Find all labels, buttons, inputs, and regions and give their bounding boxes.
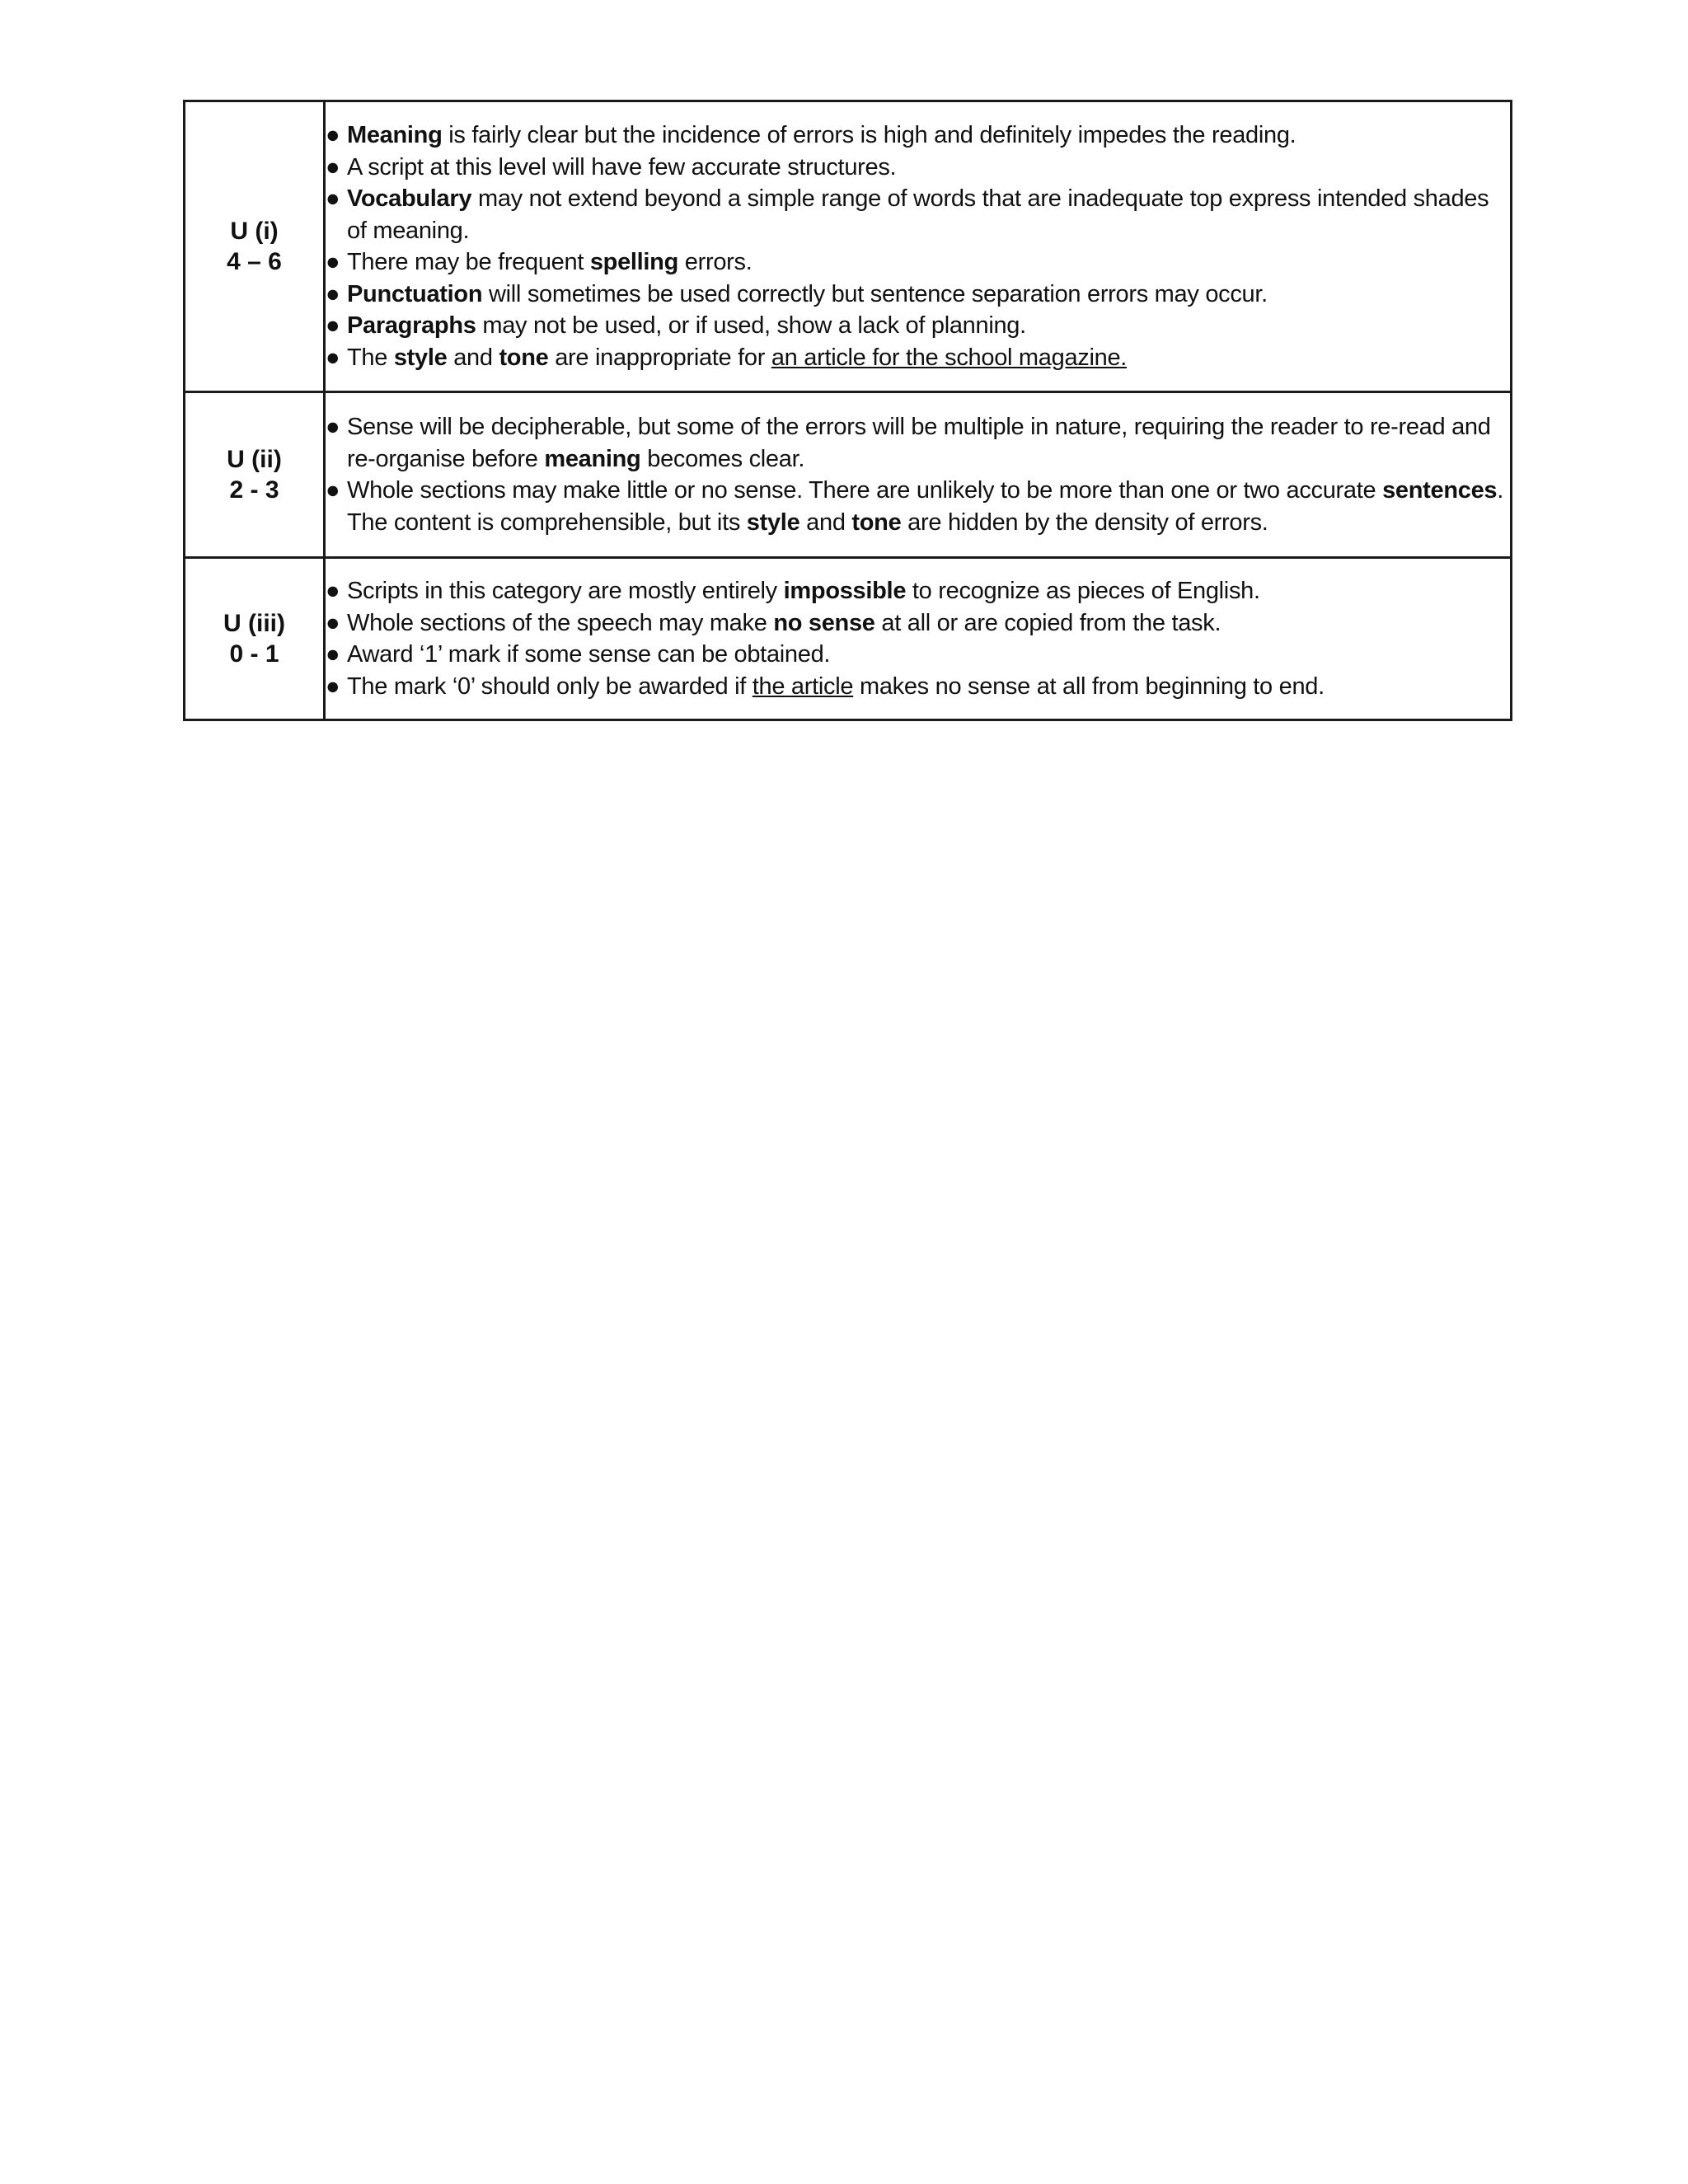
- item-text: There may be frequent: [347, 249, 590, 275]
- list-item: [326, 246, 1510, 279]
- key-term: style: [746, 509, 800, 536]
- list-item: [326, 411, 1510, 443]
- item-text: The content is comprehensible, but its: [347, 509, 747, 536]
- item-text: may not be used, or if used, show a lack of planning.: [476, 312, 1026, 339]
- bullet-icon: ●: [326, 185, 340, 212]
- bullet-icon: ●: [326, 122, 340, 148]
- item-text: .: [1497, 477, 1504, 504]
- list-item: [326, 639, 1510, 671]
- list-item: [326, 607, 1510, 640]
- band-label: U (iii): [223, 610, 285, 637]
- bullet-icon: ●: [326, 153, 340, 180]
- bullet-icon: ●: [326, 312, 340, 339]
- bullet-icon: ●: [326, 477, 340, 504]
- key-term: no sense: [773, 609, 875, 636]
- list-item: [326, 310, 1510, 342]
- band-marks: 4 – 6: [227, 248, 282, 275]
- item-text: are hidden by the density of errors.: [901, 509, 1268, 536]
- item-text: to recognize as pieces of English.: [906, 578, 1260, 604]
- item-text: at all or are copied from the task.: [874, 609, 1221, 636]
- key-term: style: [393, 344, 448, 371]
- list-item: [326, 279, 1510, 311]
- item-text: The mark ‘0’ should only be awarded if: [347, 673, 753, 700]
- descriptor-cell: [325, 558, 1512, 720]
- key-term: Punctuation: [347, 280, 483, 307]
- band-marks: 2 - 3: [229, 476, 279, 504]
- bullet-icon: ●: [326, 641, 340, 668]
- key-term: sentences: [1382, 477, 1498, 504]
- list-item-continuation: of meaning.: [347, 217, 470, 244]
- band-cell: [185, 101, 325, 392]
- bullet-icon: ●: [326, 414, 340, 440]
- item-text: Whole sections may make little or no sense. There are unlikely to be more than one or two accurate: [347, 477, 1383, 504]
- bullet-icon: ●: [326, 673, 340, 700]
- list-item-continuation: [326, 443, 1510, 476]
- band-cell: [185, 392, 325, 558]
- item-text: and: [447, 344, 499, 371]
- band-cell: [185, 558, 325, 720]
- key-term: Vocabulary: [347, 185, 472, 212]
- bullet-icon: ●: [326, 280, 340, 307]
- underlined-phrase: the article: [752, 673, 854, 700]
- bullet-icon: ●: [326, 609, 340, 636]
- list-item-continuation: [326, 507, 1510, 539]
- bullet-icon: ●: [326, 249, 340, 275]
- list-item: [326, 475, 1510, 507]
- band-label: U (i): [230, 218, 279, 245]
- table-row: [185, 558, 1512, 720]
- key-term: spelling: [589, 249, 679, 275]
- item-text: A script at this level will have few accurate structures.: [347, 153, 897, 180]
- underlined-phrase: an article for the school magazine.: [771, 344, 1128, 371]
- bullet-icon: ●: [326, 578, 340, 604]
- key-term: Paragraphs: [347, 312, 476, 339]
- descriptor-cell: [325, 101, 1512, 392]
- list-item: [326, 152, 1510, 184]
- list-item: [326, 342, 1510, 374]
- item-text: re-organise before: [347, 445, 545, 472]
- table-row: [185, 101, 1512, 392]
- item-text: Scripts in this category are mostly entirely: [347, 578, 784, 604]
- key-term: Meaning: [347, 122, 443, 148]
- item-text: are inappropriate for: [548, 344, 771, 371]
- band-marks: 0 - 1: [229, 640, 279, 668]
- key-term: meaning: [544, 445, 641, 472]
- item-text: Whole sections of the speech may make: [347, 609, 774, 636]
- item-text: will sometimes be used correctly but sentence separation errors may occur.: [482, 280, 1268, 307]
- descriptor-cell: [325, 392, 1512, 558]
- item-text: Sense will be decipherable, but some of the errors will be multiple in nature, requiring the reader to re-read and: [347, 414, 1491, 440]
- table-row: [185, 392, 1512, 558]
- marking-rubric-table: [183, 100, 1512, 721]
- item-text: becomes clear.: [640, 445, 805, 472]
- list-item: [326, 575, 1510, 607]
- list-item: [326, 183, 1510, 215]
- item-text: errors.: [678, 249, 753, 275]
- item-text: Award ‘1’ mark if some sense can be obtained.: [347, 641, 831, 668]
- band-label: U (ii): [227, 446, 282, 473]
- item-text: is fairly clear but the incidence of errors is high and definitely impedes the reading.: [442, 122, 1296, 148]
- item-text: may not extend beyond a simple range of words that are inadequate top express intended shades: [471, 185, 1489, 212]
- key-term: tone: [499, 344, 549, 371]
- list-item: [326, 671, 1510, 703]
- key-term: impossible: [783, 578, 907, 604]
- item-text: and: [799, 509, 852, 536]
- bullet-icon: ●: [326, 344, 340, 371]
- item-text: makes no sense at all from beginning to end.: [853, 673, 1325, 700]
- key-term: tone: [851, 509, 902, 536]
- item-text: The: [347, 344, 394, 371]
- list-item: [326, 120, 1510, 152]
